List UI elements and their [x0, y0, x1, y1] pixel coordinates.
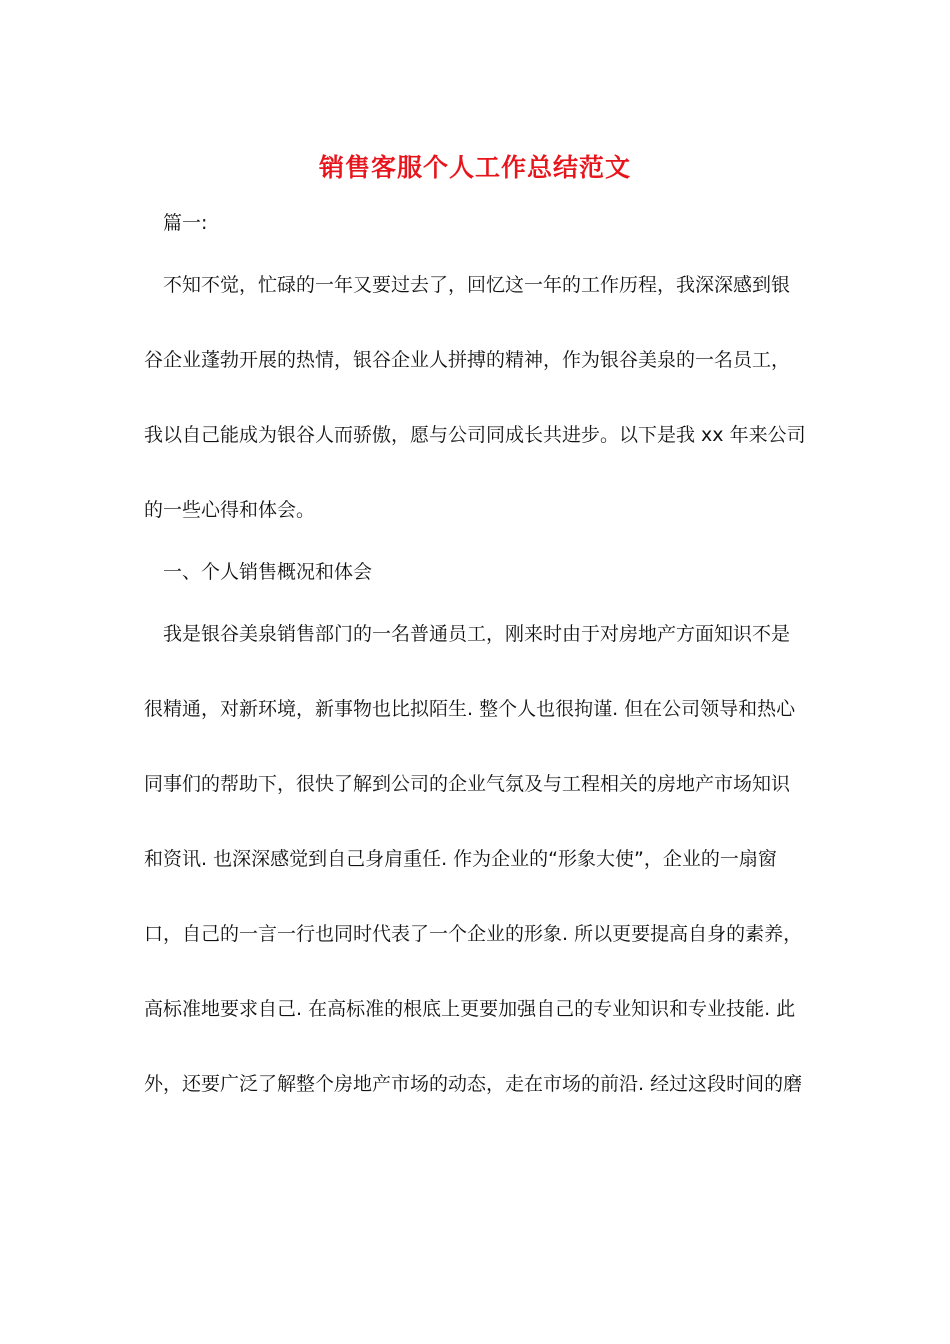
paragraph-line: 高标准地要求自己. 在高标准的根底上更要加强自己的专业知识和专业技能. 此 [144, 998, 796, 1020]
paragraph-line: 口，自己的一言一行也同时代表了一个企业的形象. 所以更要提高自身的素养， [144, 923, 803, 945]
paragraph-line: 外，还要广泛了解整个房地产市场的动态，走在市场的前沿. 经过这段时间的磨 [144, 1073, 803, 1095]
document-title: 销售客服个人工作总结范文 [318, 153, 631, 182]
paragraph-line: 很精通，对新环境，新事物也比拟陌生. 整个人也很拘谨. 但在公司领导和热心 [144, 698, 796, 720]
section-label: 篇一: [163, 212, 208, 234]
paragraph-line: 谷企业蓬勃开展的热情，银谷企业人拼搏的精神，作为银谷美泉的一名员工， [144, 349, 791, 371]
paragraph-line: 的一些心得和体会。 [144, 499, 316, 521]
paragraph-line: 我是银谷美泉销售部门的一名普通员工，刚来时由于对房地产方面知识不是 [163, 623, 791, 645]
paragraph-line: 我以自己能成为银谷人而骄傲，愿与公司同成长共进步。以下是我 xx 年来公司 [144, 424, 806, 446]
paragraph-line: 和资讯. 也深深感觉到自己身肩重任. 作为企业的“形象大使”，企业的一扇窗 [144, 848, 777, 870]
paragraph-line: 同事们的帮助下，很快了解到公司的企业气氛及与工程相关的房地产市场知识 [144, 773, 791, 795]
section-heading: 一、个人销售概况和体会 [163, 561, 373, 583]
paragraph-line: 不知不觉，忙碌的一年又要过去了，回忆这一年的工作历程，我深深感到银 [163, 274, 791, 296]
